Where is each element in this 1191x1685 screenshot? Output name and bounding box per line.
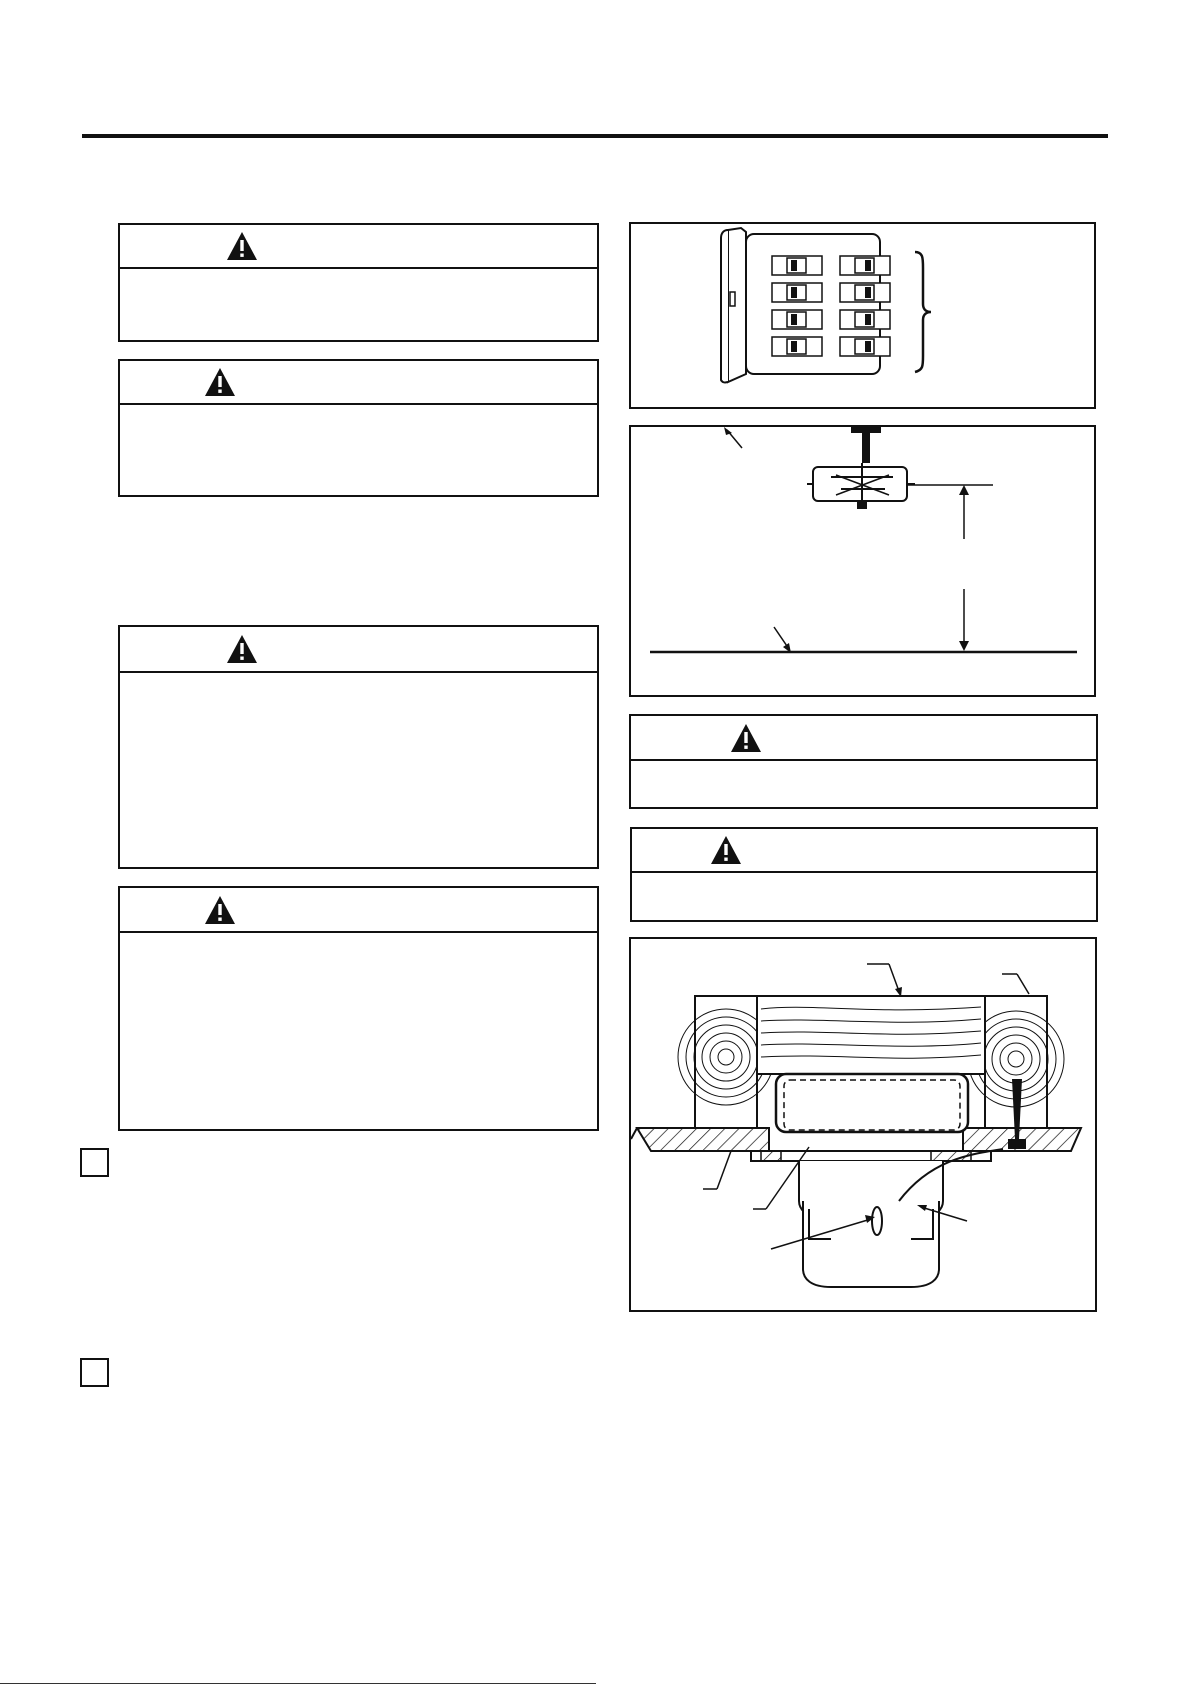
figure-mounting-cross-section — [629, 937, 1097, 1312]
warning-box-1 — [118, 223, 599, 342]
warning-triangle-icon — [204, 367, 236, 397]
figure-ceiling-height — [629, 425, 1096, 697]
warning-header — [632, 829, 1096, 873]
warning-header — [120, 888, 597, 933]
warning-triangle-icon — [730, 723, 762, 753]
warning-triangle-icon — [226, 634, 258, 664]
warning-box-6 — [630, 827, 1098, 922]
header-rule — [82, 134, 1108, 138]
warning-triangle-icon — [204, 895, 236, 925]
warning-header — [120, 627, 597, 673]
fan-mounting-height-diagram — [631, 427, 1096, 697]
warning-box-4 — [118, 886, 599, 1131]
warning-triangle-icon — [710, 835, 742, 865]
footer-rule — [0, 1683, 596, 1684]
warning-box-2 — [118, 359, 599, 497]
step-checkbox-2[interactable] — [80, 1358, 109, 1387]
warning-box-3 — [118, 625, 599, 869]
warning-triangle-icon — [226, 231, 258, 261]
step-checkbox-1[interactable] — [80, 1148, 109, 1177]
warning-header — [631, 716, 1096, 761]
warning-header — [120, 225, 597, 269]
warning-header — [120, 361, 597, 405]
figure-breaker-panel — [629, 222, 1096, 409]
circuit-breaker-panel-illustration — [631, 224, 1096, 409]
warning-box-5 — [629, 714, 1098, 809]
outlet-box-mounting-cross-section — [631, 939, 1097, 1312]
